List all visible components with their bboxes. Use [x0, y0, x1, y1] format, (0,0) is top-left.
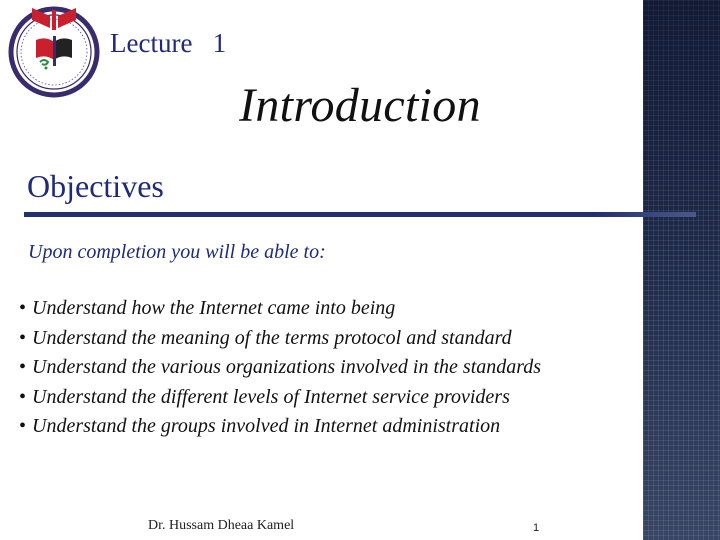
section-heading: Objectives: [27, 168, 164, 204]
list-item-text: Understand the different levels of Internet service providers: [32, 385, 510, 408]
bullet-icon: •: [19, 326, 27, 349]
section-intro: Upon completion you will be able to:: [28, 241, 326, 263]
bullet-icon: •: [19, 385, 27, 408]
list-item: [19, 383, 541, 413]
objectives-list: [19, 294, 541, 442]
bullet-icon: •: [19, 297, 27, 319]
slide-title: Introduction: [239, 79, 481, 132]
list-item-text: Understand the various organizations involved in the standards: [32, 356, 542, 378]
list-item: [19, 324, 541, 354]
list-item: [19, 294, 541, 324]
bullet-icon: •: [19, 415, 27, 437]
page-number: 1: [533, 522, 540, 534]
footer-author: Dr. Hussam Dheaa Kamel: [148, 518, 295, 533]
list-item-text: Understand the meaning of the terms protocol and standard: [32, 326, 512, 349]
list-item-text: Understand how the Internet came into being: [32, 297, 396, 319]
lecture-label: Lecture 1: [110, 28, 227, 58]
bullet-icon: •: [19, 356, 27, 378]
list-item-text: Understand the groups involved in Internet administration: [32, 415, 501, 437]
divider-rule: [24, 212, 696, 217]
list-item: [19, 353, 541, 383]
list-item: [19, 412, 541, 442]
